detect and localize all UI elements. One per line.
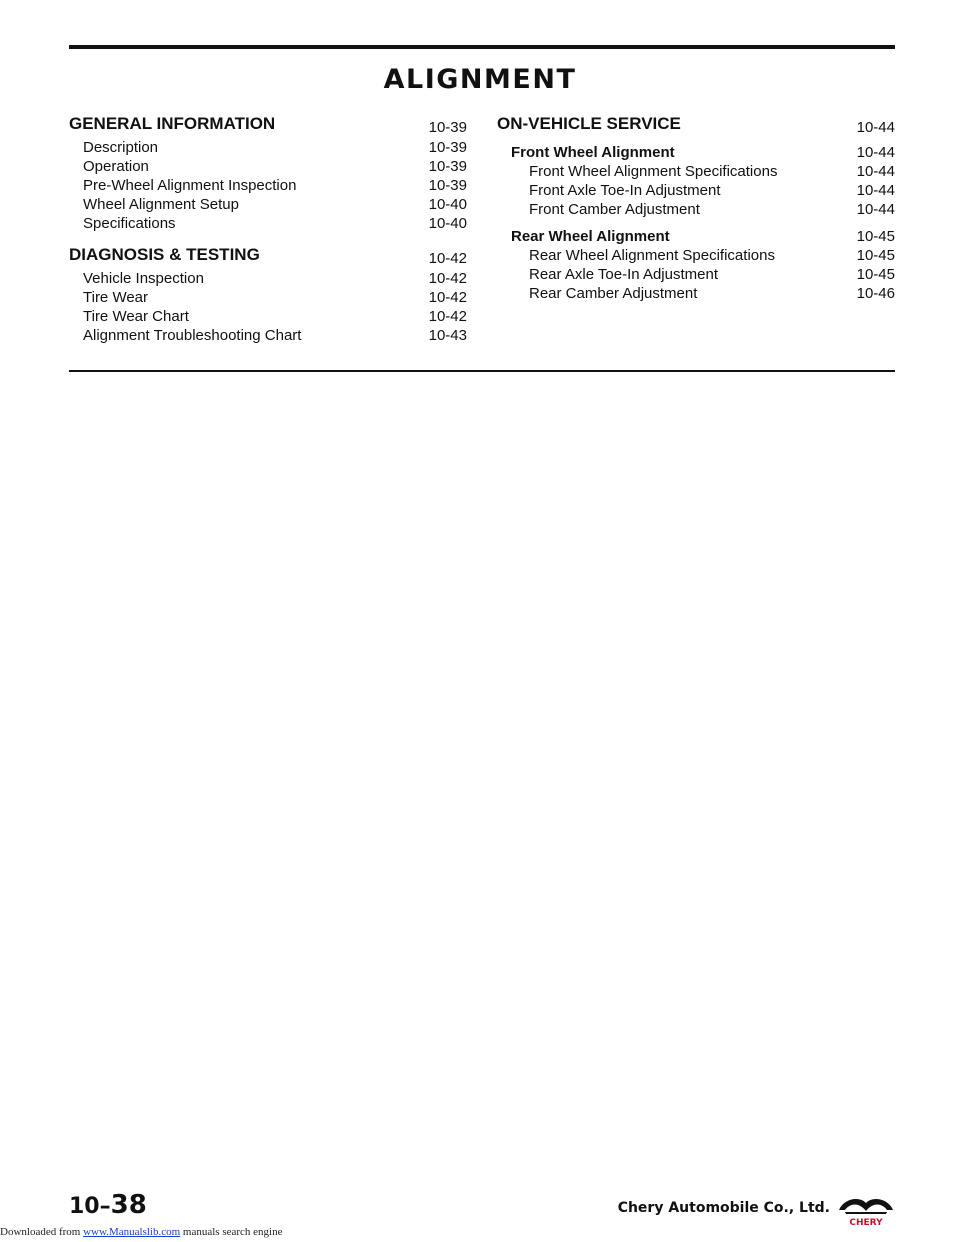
toc-left-column	[69, 116, 467, 345]
toc-item-vehicle-inspection[interactable]	[69, 269, 467, 288]
toc-item-rear-camber-adjustment[interactable]	[497, 284, 895, 303]
page-ref: 10-44	[856, 119, 895, 136]
page-ref: 10-42	[428, 270, 467, 287]
toc-item-tire-wear[interactable]	[69, 288, 467, 307]
manualslib-link[interactable]: www.Manualslib.com	[83, 1226, 181, 1238]
toc-item-specifications[interactable]	[69, 214, 467, 233]
logo-wordmark: CHERY	[849, 1218, 883, 1228]
page-ref: 10-40	[428, 196, 467, 213]
toc-item-label: Rear Axle Toe-In Adjustment	[529, 266, 718, 283]
subsection-heading: Rear Wheel Alignment	[511, 228, 670, 245]
page-number-prefix: 10–	[69, 1194, 111, 1219]
toc-subsection-front-wheel-alignment[interactable]	[497, 143, 895, 162]
toc-item-label: Front Wheel Alignment Specifications	[529, 163, 778, 180]
top-rule	[69, 45, 895, 49]
toc-item-label: Front Camber Adjustment	[529, 201, 700, 218]
page-ref: 10-44	[856, 144, 895, 161]
toc-item-front-axle-toe-in-adjustment[interactable]	[497, 181, 895, 200]
toc-item-tire-wear-chart[interactable]	[69, 307, 467, 326]
toc-item-description[interactable]	[69, 138, 467, 157]
toc-item-label: Description	[83, 139, 159, 156]
section-heading: ON-VEHICLE SERVICE	[497, 114, 681, 133]
page-ref: 10-45	[856, 247, 895, 264]
spacer	[497, 219, 895, 227]
toc-section-on-vehicle-service[interactable]	[497, 116, 895, 138]
page-ref: 10-39	[428, 177, 467, 194]
page-number-value: 38	[110, 1190, 147, 1220]
toc-item-label: Vehicle Inspection	[83, 270, 204, 287]
page-ref: 10-44	[856, 182, 895, 199]
toc-item-label: Pre-Wheel Alignment Inspection	[83, 177, 297, 194]
toc-item-label: Specifications	[83, 215, 176, 232]
page-ref: 10-43	[428, 327, 467, 344]
download-suffix: manuals search engine	[180, 1226, 283, 1238]
toc-item-label: Rear Wheel Alignment Specifications	[529, 247, 775, 264]
toc-section-general-information[interactable]	[69, 116, 467, 138]
toc-item-label: Wheel Alignment Setup	[83, 196, 239, 213]
page-ref: 10-39	[428, 158, 467, 175]
toc-item-rear-wheel-alignment-specifications[interactable]	[497, 246, 895, 265]
toc-subsection-rear-wheel-alignment[interactable]	[497, 227, 895, 246]
toc-right-column	[497, 116, 895, 303]
page-number	[69, 1190, 147, 1220]
section-heading: GENERAL INFORMATION	[69, 114, 276, 133]
section-divider	[69, 370, 895, 372]
toc-item-label: Alignment Troubleshooting Chart	[83, 327, 302, 344]
chery-logo-icon	[836, 1194, 896, 1228]
page-ref: 10-42	[428, 289, 467, 306]
page-ref: 10-42	[428, 308, 467, 325]
section-heading: DIAGNOSIS & TESTING	[69, 245, 260, 264]
toc-item-front-camber-adjustment[interactable]	[497, 200, 895, 219]
toc-item-rear-axle-toe-in-adjustment[interactable]	[497, 265, 895, 284]
page-ref: 10-42	[428, 250, 467, 267]
toc-item-label: Tire Wear	[83, 289, 149, 306]
page-ref: 10-44	[856, 163, 895, 180]
toc-item-operation[interactable]	[69, 157, 467, 176]
toc-item-wheel-alignment-setup[interactable]	[69, 195, 467, 214]
download-notice	[0, 1226, 282, 1238]
toc-item-pre-wheel-alignment-inspection[interactable]	[69, 176, 467, 195]
toc-item-label: Operation	[83, 158, 149, 175]
toc-item-alignment-troubleshooting-chart[interactable]	[69, 326, 467, 345]
subsection-heading: Front Wheel Alignment	[511, 144, 675, 161]
page-ref: 10-44	[856, 201, 895, 218]
toc-item-label: Tire Wear Chart	[83, 308, 189, 325]
download-prefix: Downloaded from	[0, 1226, 81, 1238]
page-ref: 10-39	[428, 119, 467, 136]
page-ref: 10-46	[856, 285, 895, 302]
page-ref: 10-40	[428, 215, 467, 232]
page-ref: 10-39	[428, 139, 467, 156]
company-name: Chery Automobile Co., Ltd.	[617, 1200, 830, 1216]
page-ref: 10-45	[856, 266, 895, 283]
toc-item-label: Rear Camber Adjustment	[529, 285, 698, 302]
toc-item-label: Front Axle Toe-In Adjustment	[529, 182, 721, 199]
toc-item-front-wheel-alignment-specifications[interactable]	[497, 162, 895, 181]
page-title: ALIGNMENT	[383, 64, 577, 95]
toc-section-diagnosis-testing[interactable]	[69, 247, 467, 269]
page-ref: 10-45	[856, 228, 895, 245]
